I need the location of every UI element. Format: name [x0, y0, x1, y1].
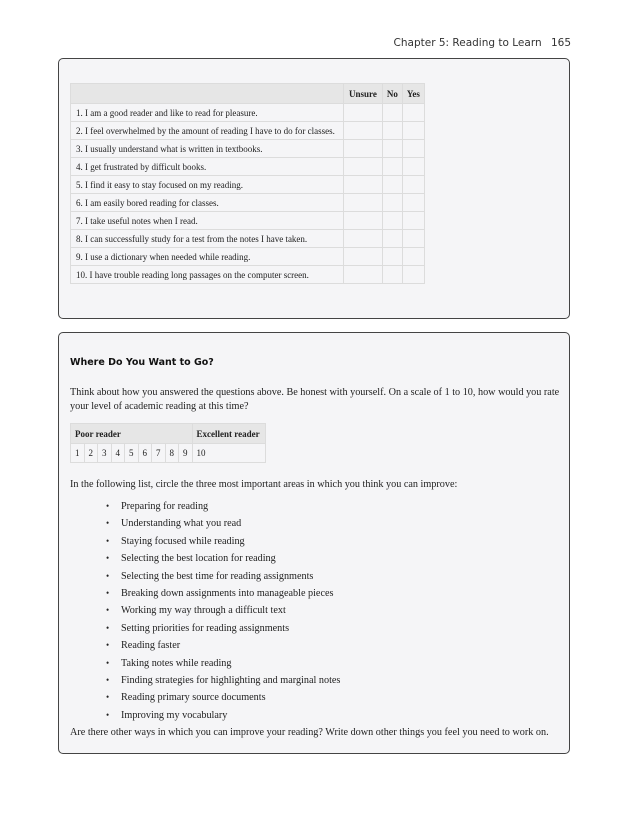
- list-item-label: Setting priorities for reading assignments: [121, 622, 290, 634]
- question-text: 1. I am a good reader and like to read for pleasure.: [71, 104, 344, 122]
- yes-cell[interactable]: [402, 140, 424, 158]
- intro-paragraph: Think about how you answered the questions above. Be honest with yourself. On a scale of 1 to 10, how would you rate your level of academic reading at this time?: [70, 387, 560, 412]
- no-cell[interactable]: [382, 266, 402, 284]
- rating-scale-table: [70, 423, 266, 463]
- bullet-icon: •: [106, 692, 110, 703]
- list-item[interactable]: [106, 550, 340, 567]
- where-do-you-want-to-go-box: [58, 332, 570, 754]
- bullet-icon: •: [106, 587, 110, 598]
- yes-cell[interactable]: [402, 230, 424, 248]
- self-assessment-box: [58, 58, 570, 319]
- bullet-icon: •: [106, 501, 110, 511]
- scale-value[interactable]: 7: [152, 444, 166, 463]
- list-item[interactable]: [106, 498, 340, 515]
- running-header: [394, 37, 571, 49]
- yes-cell[interactable]: [402, 266, 424, 284]
- no-cell[interactable]: [382, 212, 402, 230]
- no-cell[interactable]: [382, 140, 402, 158]
- list-item[interactable]: [106, 585, 340, 602]
- unsure-cell[interactable]: [344, 122, 383, 140]
- question-text: 7. I take useful notes when I read.: [71, 212, 344, 230]
- unsure-cell[interactable]: [344, 230, 383, 248]
- list-item[interactable]: [106, 568, 340, 585]
- table-row: [71, 212, 425, 230]
- scale-value[interactable]: 8: [165, 444, 179, 463]
- scale-value[interactable]: 4: [111, 444, 125, 463]
- bullet-icon: •: [106, 709, 110, 720]
- table-row: [71, 140, 425, 158]
- table-row: [71, 176, 425, 194]
- table-row: [71, 158, 425, 176]
- no-cell[interactable]: [382, 248, 402, 266]
- yes-cell[interactable]: [402, 176, 424, 194]
- list-item[interactable]: [106, 689, 340, 706]
- table-row: [71, 230, 425, 248]
- list-item[interactable]: [106, 533, 340, 550]
- question-text: 4. I get frustrated by difficult books.: [71, 158, 344, 176]
- question-text: 8. I can successfully study for a test from the notes I have taken.: [71, 230, 344, 248]
- no-cell[interactable]: [382, 194, 402, 212]
- bullet-icon: •: [106, 535, 110, 546]
- list-intro-paragraph: In the following list, circle the three most important areas in which you think you can improve:: [70, 479, 458, 490]
- list-item[interactable]: [106, 655, 340, 672]
- list-item-label: Finding strategies for highlighting and marginal notes: [121, 674, 341, 686]
- self-assessment-table: [70, 83, 425, 284]
- unsure-cell[interactable]: [344, 212, 383, 230]
- table-row: [71, 248, 425, 266]
- question-text: 6. I am easily bored reading for classes.: [71, 194, 344, 212]
- scale-value[interactable]: 6: [138, 444, 152, 463]
- header-yes: Yes: [402, 84, 424, 104]
- list-item[interactable]: [106, 602, 340, 619]
- list-item[interactable]: [106, 707, 340, 724]
- unsure-cell[interactable]: [344, 248, 383, 266]
- question-text: 9. I use a dictionary when needed while reading.: [71, 248, 344, 266]
- unsure-cell[interactable]: [344, 266, 383, 284]
- header-no: No: [382, 84, 402, 104]
- bullet-icon: •: [106, 605, 110, 616]
- header-unsure: Unsure: [344, 84, 383, 104]
- bullet-icon: •: [106, 570, 110, 581]
- yes-cell[interactable]: [402, 158, 424, 176]
- scale-value[interactable]: 3: [98, 444, 112, 463]
- list-item-label: Preparing for reading: [121, 501, 209, 512]
- list-item-label: Taking notes while reading: [121, 657, 232, 669]
- list-item-label: Reading faster: [121, 640, 181, 652]
- table-row: [71, 194, 425, 212]
- list-item-label: Reading primary source documents: [121, 692, 266, 704]
- list-item[interactable]: [106, 515, 340, 532]
- list-item-label: Understanding what you read: [121, 518, 242, 530]
- list-item-label: Improving my vocabulary: [121, 709, 228, 721]
- list-item-label: Staying focused while reading: [121, 535, 245, 547]
- section-title: Where Do You Want to Go?: [70, 357, 214, 368]
- bullet-icon: •: [106, 674, 110, 685]
- chapter-title: Chapter 5: Reading to Learn: [393, 37, 542, 49]
- header-question: [71, 84, 344, 104]
- unsure-cell[interactable]: [344, 194, 383, 212]
- scale-value[interactable]: 5: [125, 444, 139, 463]
- scale-high-label: Excellent reader: [192, 424, 265, 444]
- outro-paragraph: Are there other ways in which you can improve your reading? Write down other things you feel you need to work on.: [70, 727, 549, 738]
- scale-low-label: Poor reader: [71, 424, 193, 444]
- bullet-icon: •: [106, 553, 110, 564]
- list-item-label: Breaking down assignments into manageable pieces: [121, 587, 334, 599]
- scale-value[interactable]: 2: [84, 444, 98, 463]
- no-cell[interactable]: [382, 230, 402, 248]
- bullet-icon: •: [106, 640, 110, 651]
- table-row: [71, 104, 425, 122]
- yes-cell[interactable]: [402, 122, 424, 140]
- page-number: 165: [550, 37, 571, 49]
- yes-cell[interactable]: [402, 212, 424, 230]
- no-cell[interactable]: [382, 158, 402, 176]
- question-text: 5. I find it easy to stay focused on my reading.: [71, 176, 344, 194]
- improvement-areas-list: [106, 498, 340, 724]
- table-row: [71, 122, 425, 140]
- list-item-label: Working my way through a difficult text: [121, 605, 286, 617]
- scale-values-row: [71, 444, 266, 463]
- unsure-cell[interactable]: [344, 104, 383, 122]
- list-item-label: Selecting the best time for reading assignments: [121, 570, 314, 582]
- unsure-cell[interactable]: [344, 176, 383, 194]
- question-text: 2. I feel overwhelmed by the amount of reading I have to do for classes.: [71, 122, 344, 140]
- bullet-icon: •: [106, 622, 110, 633]
- yes-cell[interactable]: [402, 104, 424, 122]
- unsure-cell[interactable]: [344, 158, 383, 176]
- unsure-cell[interactable]: [344, 140, 383, 158]
- bullet-icon: •: [106, 657, 110, 668]
- bullet-icon: •: [106, 518, 110, 529]
- list-item[interactable]: [106, 637, 340, 654]
- no-cell[interactable]: [382, 176, 402, 194]
- scale-value[interactable]: 9: [179, 444, 193, 463]
- question-text: 10. I have trouble reading long passages on the computer screen.: [71, 266, 344, 284]
- scale-value[interactable]: 10: [192, 444, 265, 463]
- table-header-row: [71, 84, 425, 104]
- yes-cell[interactable]: [402, 194, 424, 212]
- question-text: 3. I usually understand what is written in textbooks.: [71, 140, 344, 158]
- no-cell[interactable]: [382, 122, 402, 140]
- list-item[interactable]: [106, 620, 340, 637]
- table-row: [71, 266, 425, 284]
- yes-cell[interactable]: [402, 248, 424, 266]
- list-item[interactable]: [106, 672, 340, 689]
- no-cell[interactable]: [382, 104, 402, 122]
- list-item-label: Selecting the best location for reading: [121, 553, 276, 565]
- scale-value[interactable]: 1: [71, 444, 85, 463]
